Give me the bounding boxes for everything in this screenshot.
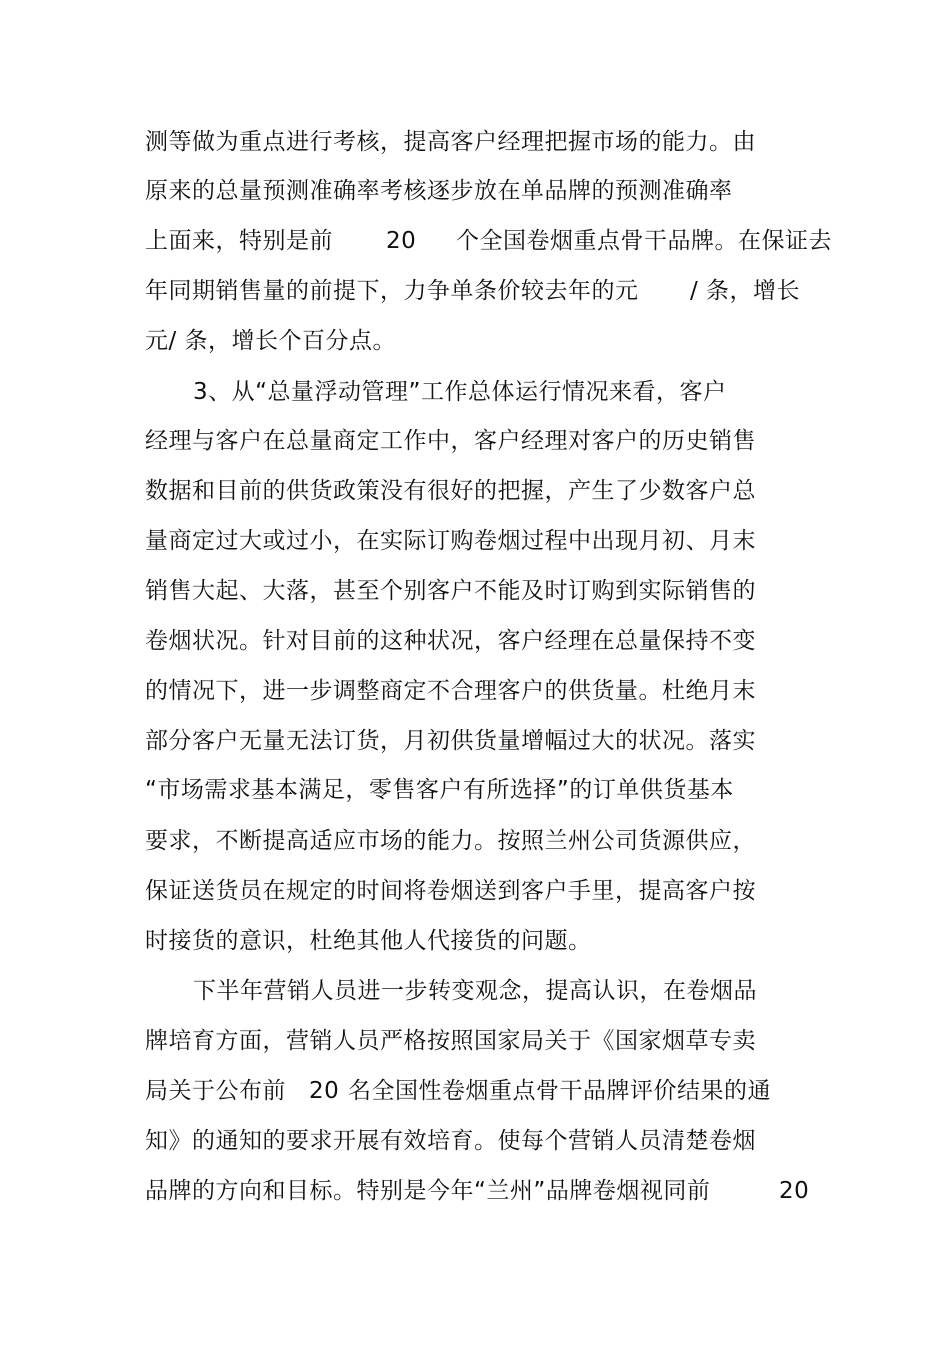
text-line-19: 牌培育方面，营销人员严格按照国家局关于《国家烟草专卖 [145, 1028, 756, 1054]
text-line-2: 原来的总量预测准确率考核逐步放在单品牌的预测准确率 [145, 178, 733, 204]
text-segment: 品牌的方向和目标。特别是今年“兰州”品牌卷烟视同前 [145, 1178, 711, 1204]
number-20: 20 [779, 1178, 810, 1204]
text-line-10: 销售大起、大落，甚至个别客户不能及时订购到实际销售的 [145, 578, 756, 604]
text-line-9: 量商定过大或过小，在实际订购卷烟过程中出现月初、月末 [145, 528, 756, 554]
text-line-13: 部分客户无量无法订货，月初供货量增幅过大的状况。落实 [145, 728, 756, 754]
text-segment: 名全国性卷烟重点骨干品牌评价结果的通 [348, 1078, 771, 1104]
number-20: 20 [386, 228, 417, 254]
text-segment: 年同期销售量的前提下，力争单条价较去年的元 [145, 278, 639, 304]
text-line-7: 经理与客户在总量商定工作中，客户经理对客户的历史销售 [145, 428, 756, 454]
text-segment: / 条，增长 [690, 278, 801, 304]
text-line-14: “市场需求基本满足，零售客户有所选择”的订单供货基本 [145, 777, 734, 803]
text-line-8: 数据和目前的供货政策没有很好的把握，产生了少数客户总 [145, 478, 756, 504]
text-line-12: 的情况下，进一步调整商定不合理客户的供货量。杜绝月末 [145, 678, 756, 704]
text-line-6: 3、从“总量浮动管理”工作总体运行情况来看，客户 [193, 379, 727, 405]
text-segment: 局关于公布前 [145, 1078, 286, 1104]
text-line-17: 时接货的意识，杜绝其他人代接货的问题。 [145, 928, 592, 954]
text-line-1: 测等做为重点进行考核，提高客户经理把握市场的能力。由 [145, 129, 756, 155]
text-line-11: 卷烟状况。针对目前的这种状况，客户经理在总量保持不变 [145, 628, 756, 654]
number-20: 20 [309, 1078, 340, 1104]
text-line-16: 保证送货员在规定的时间将卷烟送到客户手里，提高客户按 [145, 878, 756, 904]
text-line-21: 知》的通知的要求开展有效培育。使每个营销人员清楚卷烟 [145, 1128, 756, 1154]
text-segment: 上面来，特别是前 [145, 228, 333, 254]
text-line-22 [145, 1176, 815, 1296]
text-line-15: 要求，不断提高适应市场的能力。按照兰州公司货源供应， [145, 828, 756, 854]
text-line-5: 元/ 条，增长个百分点。 [145, 328, 397, 354]
text-line-18: 下半年营销人员进一步转变观念，提高认识，在卷烟品 [193, 978, 757, 1004]
text-segment: 个全国卷烟重点骨干品牌。在保证去 [456, 228, 832, 254]
